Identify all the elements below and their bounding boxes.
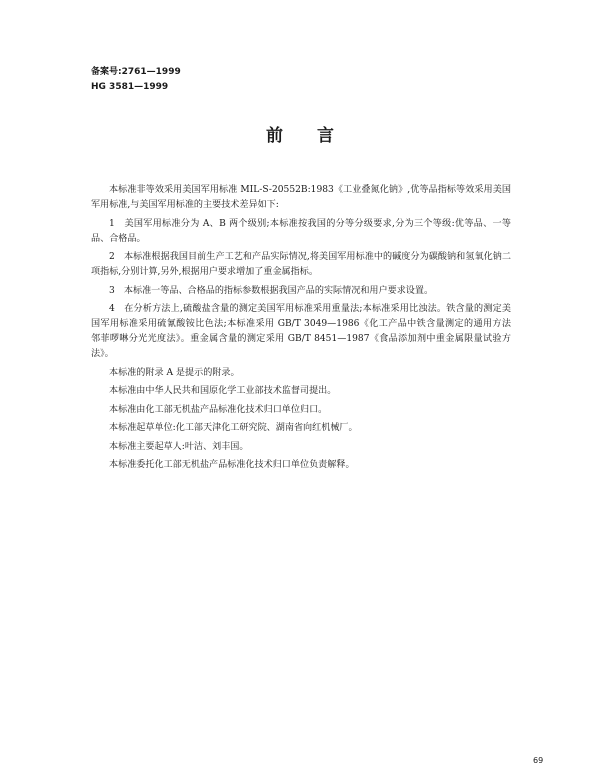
paragraph-administrator: 本标准由化工部无机盐产品标准化技术归口单位归口。 [109,404,328,415]
paragraph-interpretation: 本标准委托化工部无机盐产品标准化技术归口单位负责解释。 [109,460,355,470]
record-number-line [91,66,181,78]
paragraph-item-4: 4 在分析方法上,硫酸盐含量的测定美国军用标准采用重量法;本标准采用比浊法。铁含量的测定美国军用标准采用硫氰酸铵比色法;本标准采用 GB/T 3049—1986《化工产品中铁含量测定的通用方法 邻菲啰啉分光光度法》。重金属含量的测定采用 GB/T 8451—1987《食品添加剂中重金属限量试验方法》。 [91,304,521,359]
body-text [91,183,521,477]
paragraph-item-3: 3 本标准一等品、合格品的指标参数根据我国产品的实际情况和用户要求设置。 [109,285,434,296]
paragraph-proposer: 本标准由中华人民共和国原化学工业部技术监督司提出。 [109,386,337,396]
paragraph-intro: 本标准非等效采用美国军用标准 MIL-S-20552B:1983《工业叠氮化钠》,优等品指标等效采用美国军用标准,与美国军用标准的主要技术差异如下: [91,185,511,210]
paragraph-appendix: 本标准的附录 A 是提示的附录。 [109,367,240,378]
page-title: 前言 [266,126,368,146]
paragraph-drafters: 本标准主要起草人:叶洁、刘丰国。 [109,441,249,452]
paragraph-item-2: 2 本标准根据我国目前生产工艺和产品实际情况,将美国军用标准中的碱度分为碳酸钠和氢氧化钠二项指标,分别计算,另外,根据用户要求增加了重金属指标。 [91,252,511,277]
paragraph-drafting-units: 本标准起草单位:化工部天津化工研究院、湖南省向红机械厂。 [109,423,358,433]
record-label: 备案号 [91,67,119,77]
page-number: 69 [533,756,544,765]
record-number: 2761—1999 [121,67,181,77]
standard-code: HG 3581—1999 [91,82,169,92]
paragraph-item-1: 1 美国军用标准分为 A、B 两个级别;本标准按我国的分等分级要求,分为三个等级:优等品、一等品、合格品。 [91,218,511,244]
record-colon: : [118,67,122,77]
